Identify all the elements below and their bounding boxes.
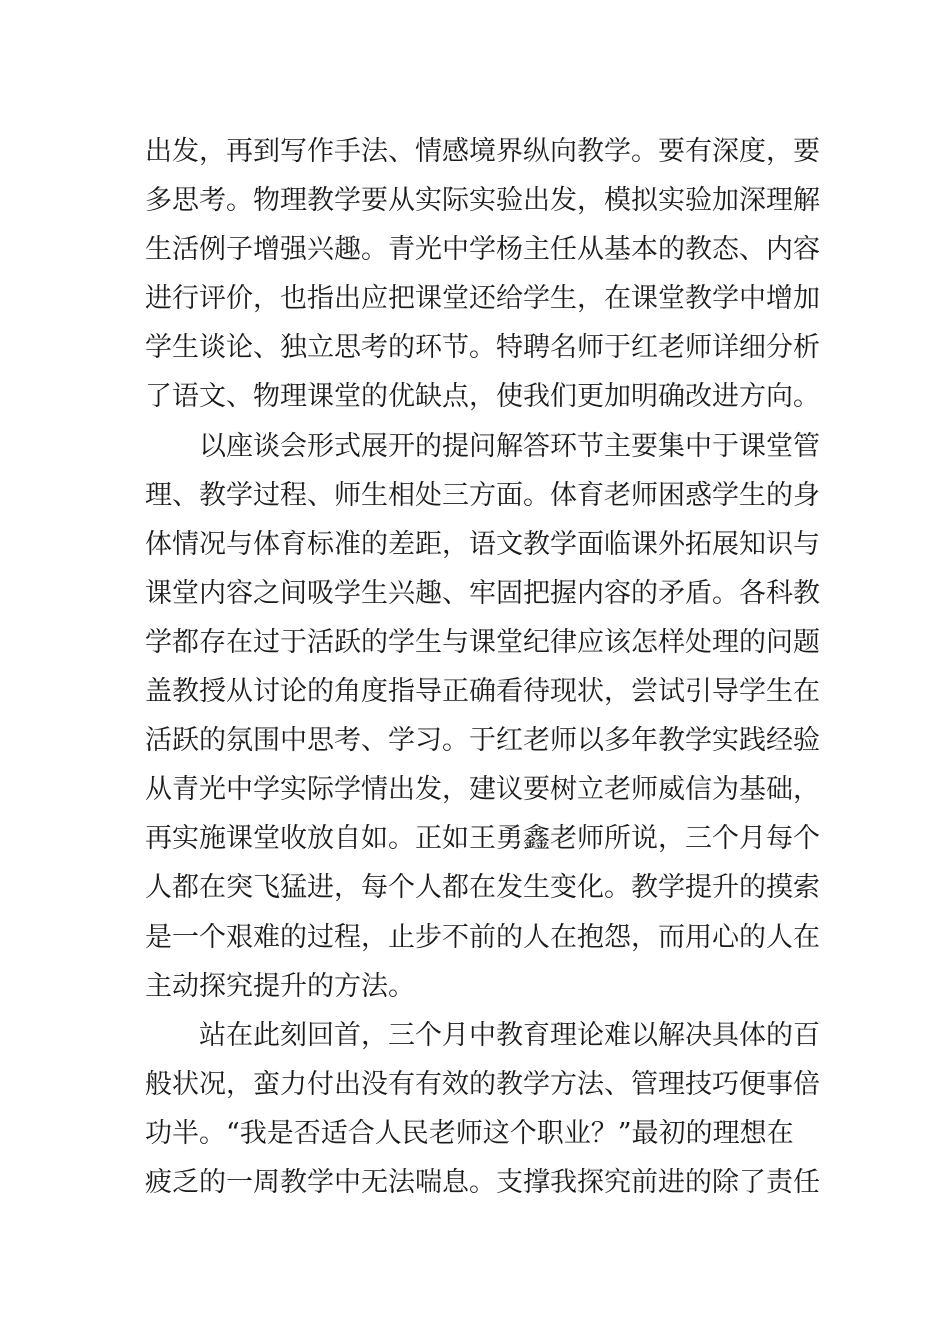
paragraph-2-line-7: 活跃的氛围中思考、学习。于红老师以多年教学实践经验 [145, 725, 820, 757]
paragraph-2-line-9: 再实施课堂收放自如。正如王勇鑫老师所说，三个月每个 [145, 823, 820, 855]
paragraph-3-line-3: 功半。“我是否适合人民老师这个职业？”最初的理想在 [145, 1117, 794, 1149]
paragraph-1-line-6: 了语文、物理课堂的优缺点，使我们更加明确改进方向。 [145, 381, 820, 413]
paragraph-1-line-1: 出发，再到写作手法、情感境界纵向教学。要有深度，要 [145, 136, 820, 167]
paragraph-2-line-12: 主动探究提升的方法。 [145, 970, 415, 1002]
paragraph-2-line-11: 是一个艰难的过程，止步不前的人在抱怨，而用心的人在 [145, 921, 820, 953]
paragraph-3-line-4: 疲乏的一周教学中无法喘息。支撑我探究前进的除了责任 [145, 1166, 820, 1198]
paragraph-2-line-2: 理、教学过程、师生相处三方面。体育老师困惑学生的身 [145, 479, 820, 511]
paragraph-2-line-5: 学都存在过于活跃的学生与课堂纪律应该怎样处理的问题 [145, 626, 820, 658]
paragraph-2-line-3: 体情况与体育标准的差距，语文教学面临课外拓展知识与 [145, 528, 820, 560]
paragraph-3-line-2: 般状况，蛮力付出没有有效的教学方法、管理技巧便事倍 [145, 1068, 820, 1100]
paragraph-3-line-1: 站在此刻回首，三个月中教育理论难以解决具体的百 [199, 1019, 820, 1051]
paragraph-1-line-2: 多思考。物理教学要从实际实验出发，模拟实验加深理解 [145, 185, 820, 217]
paragraph-2-line-8: 从青光中学实际学情出发，建议要树立老师威信为基础， [145, 774, 820, 806]
paragraph-2-line-10: 人都在突飞猛进，每个人都在发生变化。教学提升的摸索 [145, 872, 820, 904]
paragraph-2-line-1: 以座谈会形式展开的提问解答环节主要集中于课堂管 [199, 430, 820, 462]
paragraph-1-line-3: 生活例子增强兴趣。青光中学杨主任从基本的教态、内容 [145, 234, 820, 266]
paragraph-2-line-6: 盖教授从讨论的角度指导正确看待现状，尝试引导学生在 [145, 676, 820, 708]
paragraph-1-line-5: 学生谈论、独立思考的环节。特聘名师于红老师详细分析 [145, 332, 820, 364]
paragraph-1-line-4: 进行评价，也指出应把课堂还给学生，在课堂教学中增加 [145, 283, 820, 315]
body-text [145, 127, 820, 1207]
paragraph-2-line-4: 课堂内容之间吸学生兴趣、牢固把握内容的矛盾。各科教 [145, 577, 820, 609]
